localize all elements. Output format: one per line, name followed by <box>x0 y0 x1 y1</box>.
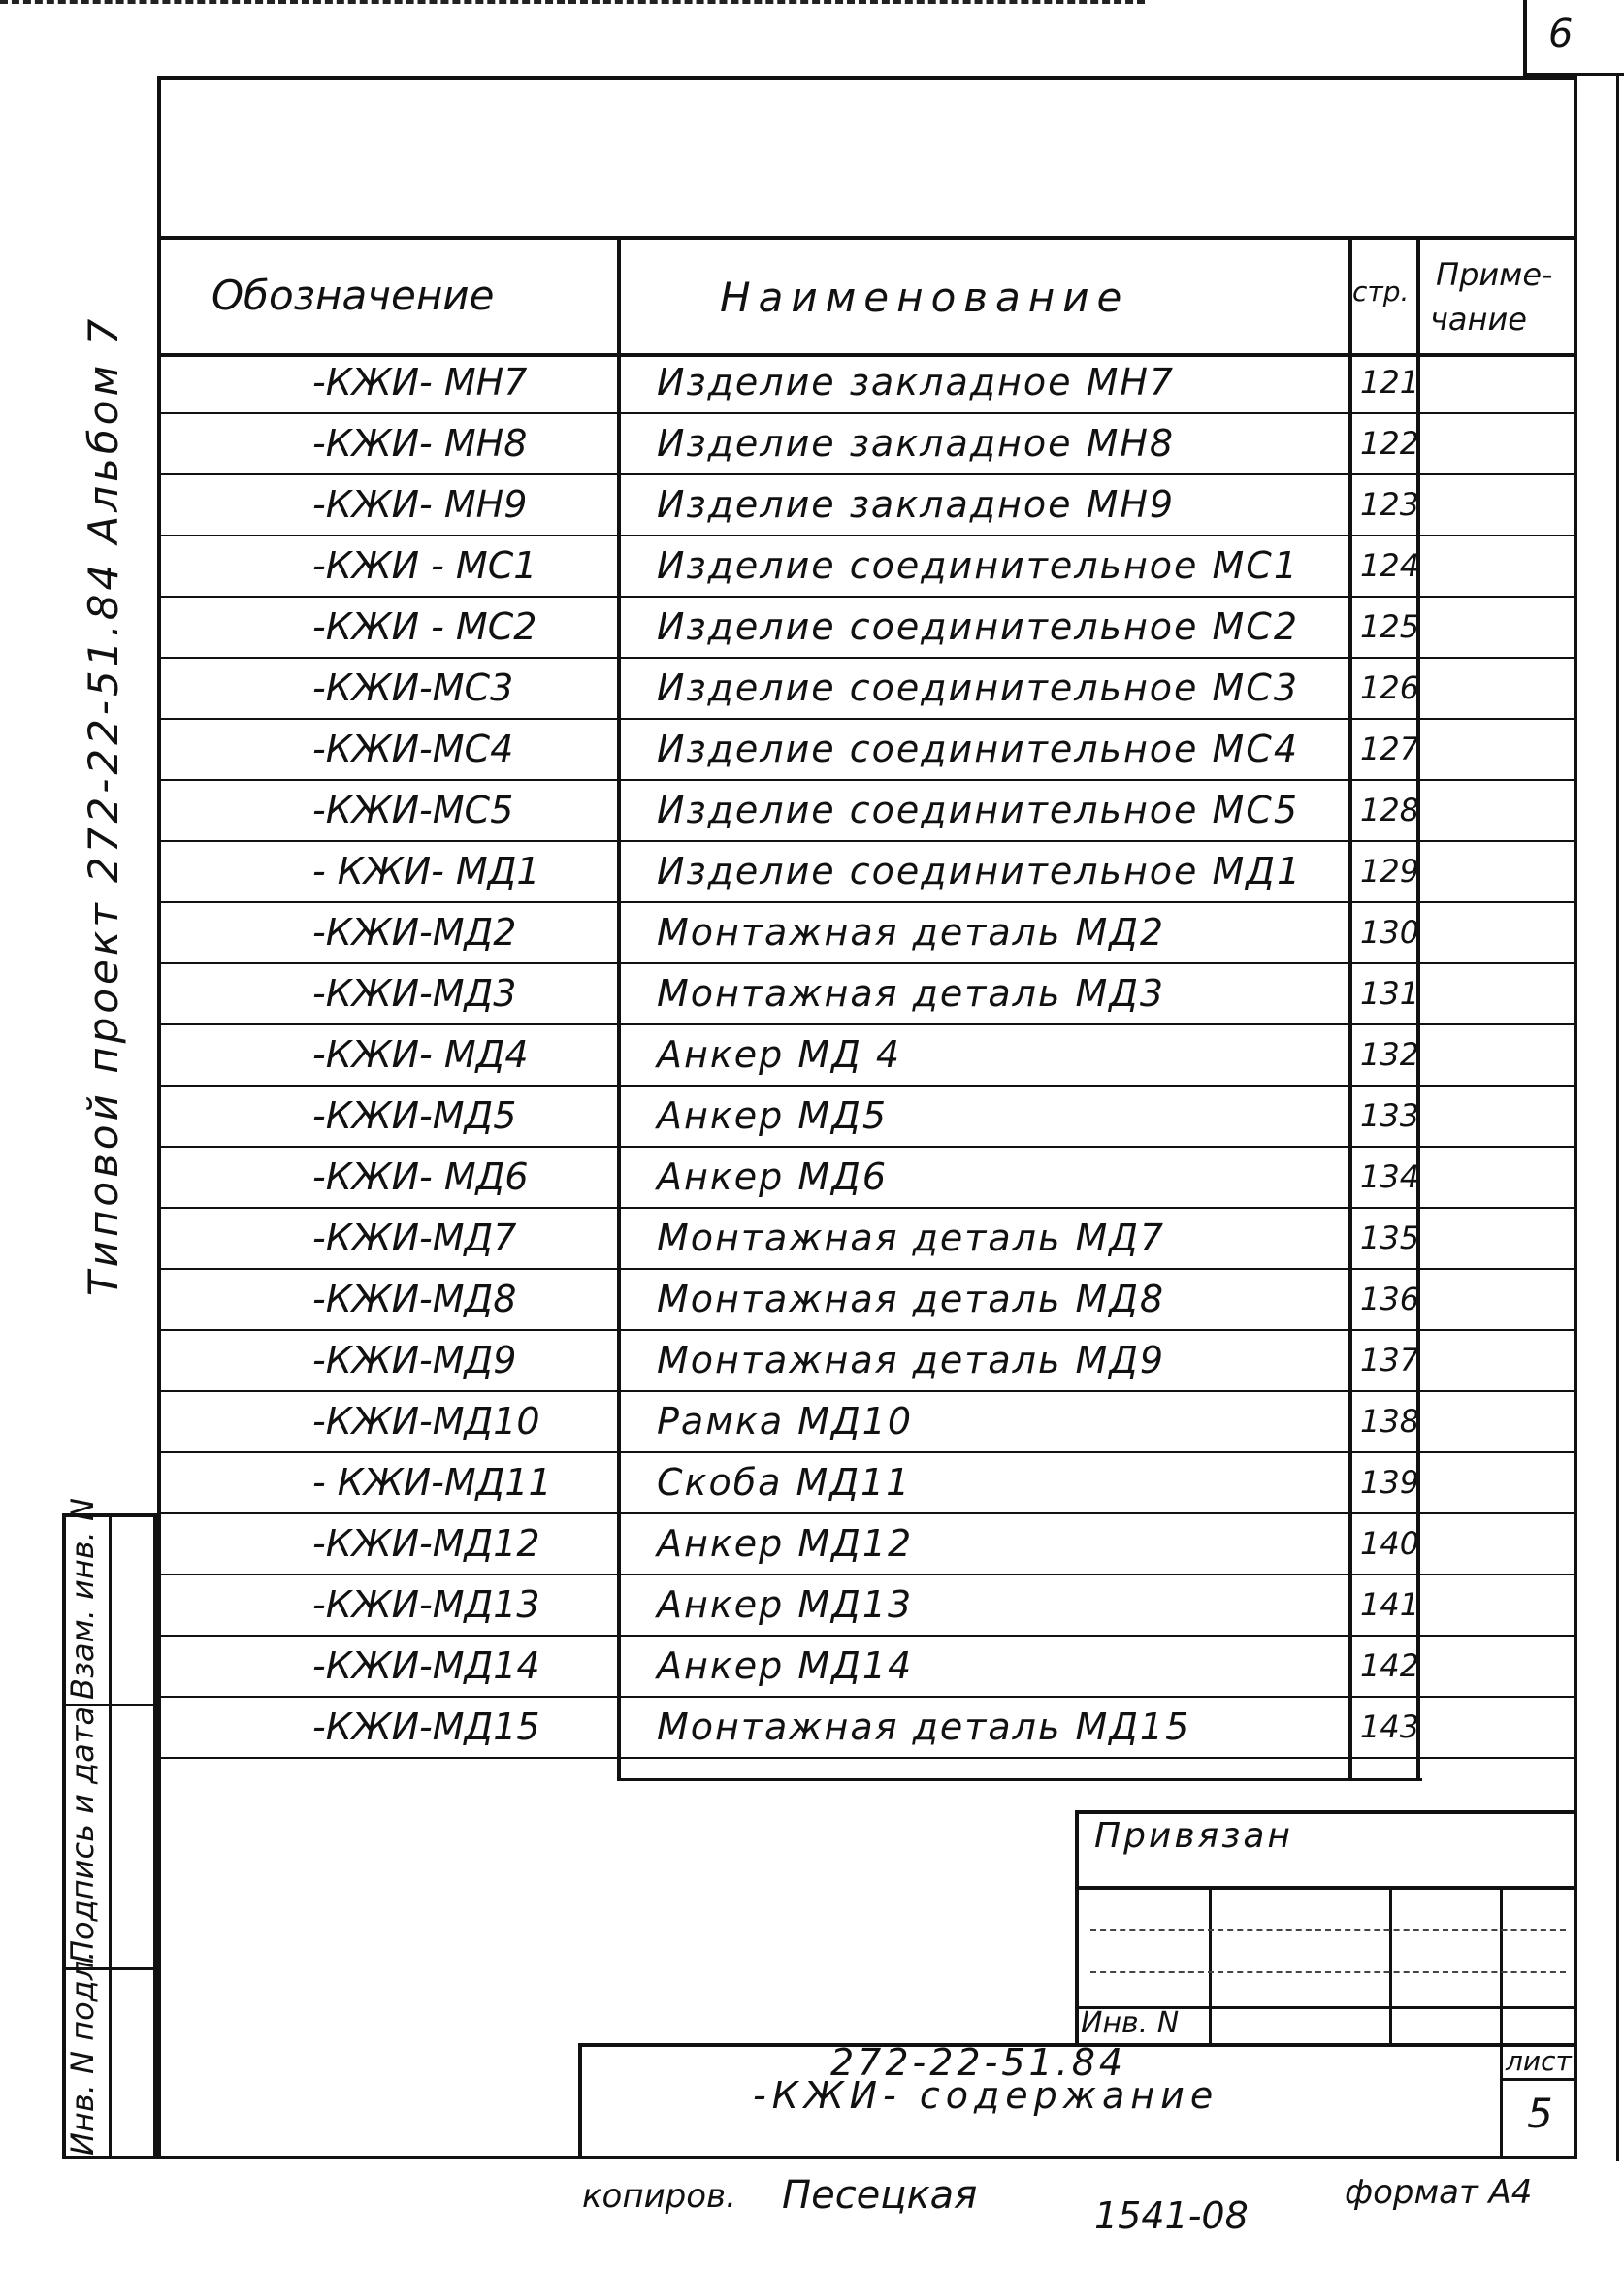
row-name: Монтажная деталь МД2 <box>657 911 1166 954</box>
row-name: Монтажная деталь МД3 <box>657 972 1166 1015</box>
row-page: 129 <box>1360 853 1420 890</box>
row-name: Изделие закладное МН9 <box>657 483 1176 526</box>
table-row <box>157 842 1577 903</box>
row-name: Изделие соединительное МС3 <box>657 666 1300 709</box>
header-page: стр. <box>1352 276 1410 308</box>
row-designation: -КЖИ-МД15 <box>312 1705 540 1748</box>
table-row <box>157 1148 1577 1209</box>
row-page: 121 <box>1360 364 1420 401</box>
side-project-text: Типовой проект 272-22-51.84 Альбом 7 <box>80 314 127 1296</box>
stamp-inv-podl: Инв. N подл. <box>64 1950 101 2156</box>
row-page: 143 <box>1360 1708 1420 1745</box>
row-page: 141 <box>1360 1586 1420 1623</box>
table-row <box>157 1025 1577 1087</box>
title-sheet-divider <box>1500 2043 1503 2159</box>
table-row <box>157 598 1577 659</box>
row-page: 133 <box>1360 1097 1420 1134</box>
row-page: 128 <box>1360 792 1420 828</box>
row-name: Изделие закладное МН7 <box>657 361 1176 404</box>
row-designation: -КЖИ- МД4 <box>312 1033 529 1076</box>
row-designation: - КЖИ-МД11 <box>312 1461 552 1504</box>
header-note-2: чание <box>1430 301 1527 338</box>
contents-table <box>157 353 1577 1759</box>
row-page: 138 <box>1360 1403 1420 1440</box>
row-designation: - КЖИ- МД1 <box>312 850 540 893</box>
row-designation: -КЖИ- МН9 <box>312 483 528 526</box>
table-row <box>157 781 1577 842</box>
table-row <box>157 1575 1577 1637</box>
table-bottom-line <box>617 1778 1422 1781</box>
row-name: Анкер МД5 <box>657 1094 889 1137</box>
row-designation: -КЖИ- МН7 <box>312 361 528 404</box>
row-designation: -КЖИ - МС2 <box>312 605 537 648</box>
row-name: Изделие соединительное МС4 <box>657 728 1300 770</box>
binding-line-v2 <box>1389 1886 1392 2045</box>
row-name: Скоба МД11 <box>657 1461 912 1504</box>
row-designation: -КЖИ-МС3 <box>312 666 514 709</box>
table-row <box>157 536 1577 598</box>
binding-dash-row-1 <box>1090 1929 1566 1931</box>
top-edge-marks <box>0 0 1145 10</box>
row-designation: -КЖИ- МД6 <box>312 1155 529 1198</box>
table-row <box>157 1453 1577 1514</box>
table-row <box>157 720 1577 781</box>
row-page: 137 <box>1360 1342 1420 1379</box>
table-row <box>157 1331 1577 1392</box>
row-name: Изделие соединительное МС5 <box>657 789 1300 831</box>
row-page: 135 <box>1360 1219 1420 1256</box>
row-designation: -КЖИ-МС5 <box>312 789 514 831</box>
right-edge-line <box>1616 76 1619 2161</box>
stamp-podpis: Подпись и дата <box>64 1705 101 1964</box>
row-designation: -КЖИ-МД8 <box>312 1278 517 1320</box>
header-designation: Обозначение <box>211 272 495 319</box>
binding-label: Привязан <box>1094 1816 1293 1856</box>
binding-line-v3 <box>1500 1886 1503 2045</box>
table-row <box>157 1087 1577 1148</box>
row-designation: -КЖИ-МД9 <box>312 1339 517 1381</box>
row-page: 140 <box>1360 1525 1420 1562</box>
row-name: Монтажная деталь МД7 <box>657 1217 1166 1259</box>
row-name: Анкер МД13 <box>657 1583 914 1626</box>
row-name: Монтажная деталь МД15 <box>657 1705 1191 1748</box>
row-designation: -КЖИ- МН8 <box>312 422 528 465</box>
row-page: 124 <box>1360 547 1420 584</box>
row-page: 131 <box>1360 975 1420 1012</box>
row-name: Изделие соединительное МС1 <box>657 544 1300 587</box>
title-sheet-label: лист <box>1506 2045 1572 2077</box>
row-page: 136 <box>1360 1281 1420 1317</box>
row-name: Анкер МД6 <box>657 1155 889 1198</box>
table-row <box>157 1637 1577 1698</box>
table-row <box>157 353 1577 414</box>
table-row <box>157 1514 1577 1575</box>
binding-dash-row-2 <box>1090 1971 1566 1973</box>
row-name: Рамка МД10 <box>657 1400 914 1443</box>
row-name: Анкер МД12 <box>657 1522 914 1565</box>
table-row <box>157 903 1577 964</box>
row-designation: -КЖИ-МД3 <box>312 972 517 1015</box>
row-page: 127 <box>1360 730 1420 767</box>
footer-format: формат А4 <box>1345 2173 1533 2212</box>
row-page: 125 <box>1360 608 1420 645</box>
row-name: Анкер МД 4 <box>657 1033 902 1076</box>
table-row <box>157 475 1577 536</box>
table-row <box>157 414 1577 475</box>
sheet-number: 6 <box>1548 12 1574 56</box>
row-page: 130 <box>1360 914 1420 951</box>
row-designation: -КЖИ - МС1 <box>312 544 537 587</box>
title-text: -КЖИ- содержание <box>753 2074 1219 2117</box>
row-page: 132 <box>1360 1036 1420 1073</box>
stamp-vzam: Взам. инв. N <box>64 1498 101 1700</box>
table-row <box>157 659 1577 720</box>
footer-order-no: 1541-08 <box>1094 2194 1249 2237</box>
table-row <box>157 1209 1577 1270</box>
row-page: 122 <box>1360 425 1420 462</box>
table-row <box>157 964 1577 1025</box>
title-code: 272-22-51.84 <box>830 2041 1127 2084</box>
row-designation: -КЖИ-МД13 <box>312 1583 540 1626</box>
table-row <box>157 1270 1577 1331</box>
row-page: 126 <box>1360 669 1420 706</box>
title-sheet-hline <box>1500 2078 1577 2081</box>
row-name: Монтажная деталь МД9 <box>657 1339 1166 1381</box>
header-name: Наименование <box>720 274 1130 321</box>
row-name: Изделие закладное МН8 <box>657 422 1176 465</box>
row-name: Изделие соединительное МС2 <box>657 605 1300 648</box>
row-designation: -КЖИ-МД14 <box>312 1644 540 1687</box>
row-designation: -КЖИ-МД12 <box>312 1522 540 1565</box>
footer-copier-name: Песецкая <box>782 2173 978 2218</box>
row-name: Монтажная деталь МД8 <box>657 1278 1166 1320</box>
table-row <box>157 1698 1577 1759</box>
title-sheet-value: 5 <box>1527 2090 1553 2137</box>
row-name: Анкер МД14 <box>657 1644 914 1687</box>
table-row <box>157 1392 1577 1453</box>
row-designation: -КЖИ-МС4 <box>312 728 514 770</box>
row-page: 134 <box>1360 1158 1420 1195</box>
header-note-1: Приме- <box>1436 256 1553 293</box>
footer-copied: копиров. <box>582 2177 736 2216</box>
row-name: Изделие соединительное МД1 <box>657 850 1303 893</box>
left-stamp-vline <box>109 1513 112 2159</box>
binding-inv-label: Инв. N <box>1081 2006 1180 2040</box>
row-page: 123 <box>1360 486 1420 523</box>
binding-line-v1 <box>1209 1886 1212 2045</box>
row-page: 139 <box>1360 1464 1420 1501</box>
row-designation: -КЖИ-МД10 <box>312 1400 540 1443</box>
row-page: 142 <box>1360 1647 1420 1684</box>
row-designation: -КЖИ-МД5 <box>312 1094 517 1137</box>
header-top-line <box>157 236 1577 240</box>
row-designation: -КЖИ-МД2 <box>312 911 517 954</box>
sheet-number-box <box>1523 0 1624 76</box>
row-designation: -КЖИ-МД7 <box>312 1217 517 1259</box>
